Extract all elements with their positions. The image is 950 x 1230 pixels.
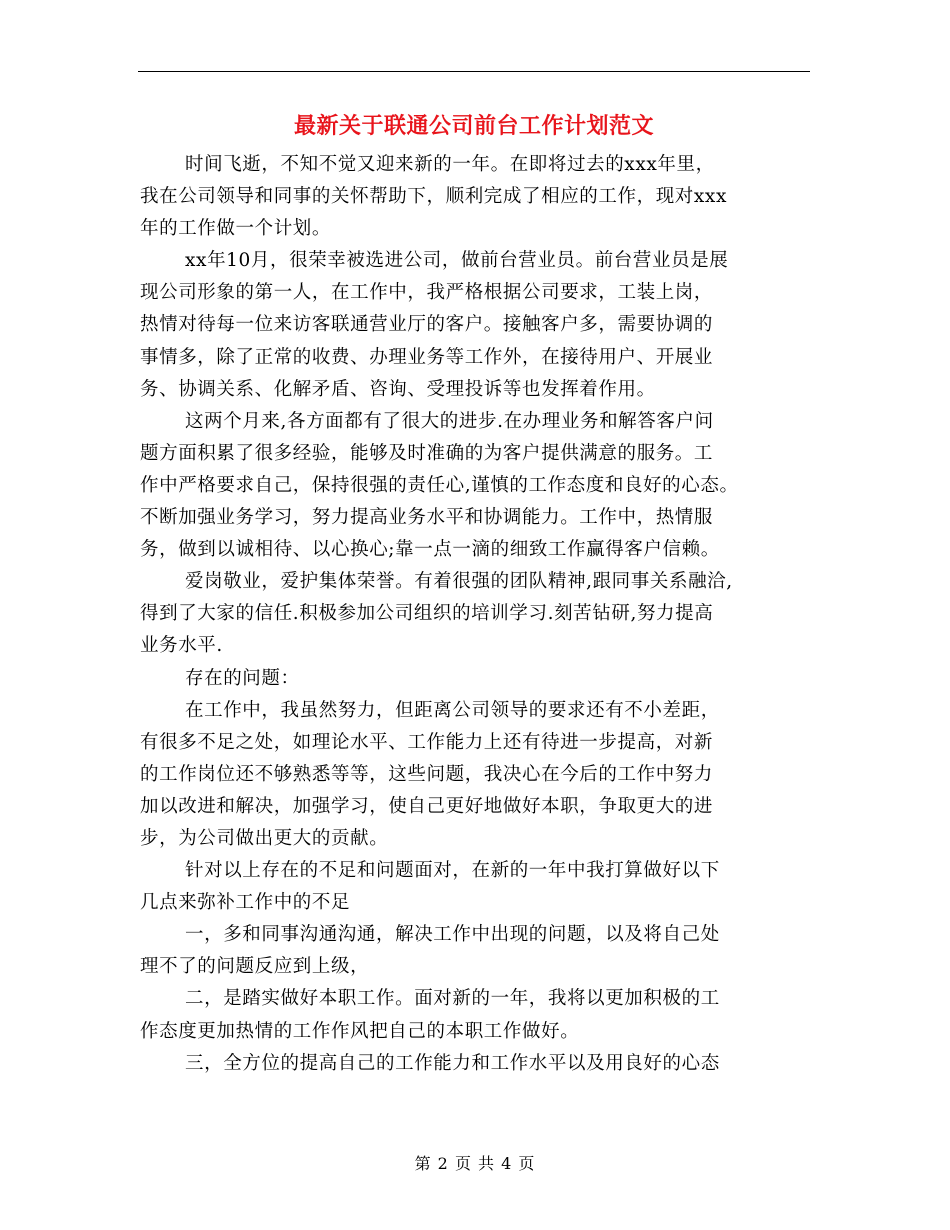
list-item-line: 三，全方位的提高自己的工作能力和工作水平以及用良好的心态 xyxy=(185,1052,720,1074)
paragraph-line: 这两个月来,各方面都有了很大的进步.在办理业务和解答客户问 xyxy=(185,410,714,432)
paragraph-line: 事情多，除了正常的收费、办理业务等工作外，在接待用户、开展业 xyxy=(140,346,714,368)
paragraph-line: 热情对待每一位来访客联通营业厅的客户。接触客户多，需要协调的 xyxy=(140,314,714,336)
paragraph-line: 加以改进和解决，加强学习，使自己更好地做好本职，争取更大的进 xyxy=(140,795,714,817)
paragraph-line: 题方面积累了很多经验，能够及时准确的为客户提供满意的服务。工 xyxy=(140,442,714,464)
list-item-line: 一，多和同事沟通沟通，解决工作中出现的问题，以及将自己处 xyxy=(185,924,720,946)
section-heading: 存在的问题： xyxy=(185,667,300,689)
paragraph-line: 针对以上存在的不足和问题面对，在新的一年中我打算做好以下 xyxy=(185,860,720,882)
paragraph-line: 步，为公司做出更大的贡献。 xyxy=(140,827,389,849)
document-title: 最新关于联通公司前台工作计划范文 xyxy=(293,113,654,139)
paragraph-line: 得到了大家的信任.积极参加公司组织的培训学习.刻苦钻研,努力提高 xyxy=(140,603,714,625)
paragraph-line: 在工作中，我虽然努力，但距离公司领导的要求还有不小差距， xyxy=(185,699,720,721)
paragraph-line: 有很多不足之处，如理论水平、工作能力上还有待进一步提高，对新 xyxy=(140,731,714,753)
list-item-line: 作态度更加热情的工作作风把自己的本职工作做好。 xyxy=(140,1020,580,1042)
paragraph-line: 现公司形象的第一人，在工作中，我严格根据公司要求，工装上岗， xyxy=(140,282,714,304)
paragraph-line: 不断加强业务学习，努力提高业务水平和协调能力。工作中，热情服 xyxy=(140,507,714,529)
paragraph-line: 几点来弥补工作中的不足 xyxy=(140,892,351,914)
paragraph-line: 时间飞逝，不知不觉又迎来新的一年。在即将过去的xxx年里， xyxy=(185,154,715,175)
paragraph-line: 务、协调关系、化解矛盾、咨询、受理投诉等也发挥着作用。 xyxy=(140,378,656,400)
page-number-footer: 第 2 页 共 4 页 xyxy=(414,1154,536,1173)
paragraph-line: xx年10月，很荣幸被选进公司，做前台营业员。前台营业员是展 xyxy=(185,250,729,272)
paragraph-line: 作中严格要求自己，保持很强的责任心,谨慎的工作态度和良好的心态。 xyxy=(140,474,739,496)
list-item-line: 二，是踏实做好本职工作。面对新的一年，我将以更加积极的工 xyxy=(185,988,720,1010)
paragraph-line: 爱岗敬业，爱护集体荣誉。有着很强的团队精神,跟同事关系融洽, xyxy=(185,571,733,593)
paragraph-line: 务，做到以诚相待、以心换心;靠一点一滴的细致工作赢得客户信赖。 xyxy=(140,539,720,561)
paragraph-line: 业务水平. xyxy=(140,635,223,657)
paragraph-line: 我在公司领导和同事的关怀帮助下，顺利完成了相应的工作，现对xxx xyxy=(140,186,728,208)
paragraph-line: 的工作岗位还不够熟悉等等，这些问题，我决心在今后的工作中努力 xyxy=(140,763,714,785)
list-item-line: 理不了的问题反应到上级， xyxy=(140,956,370,978)
paragraph-line: 年的工作做一个计划。 xyxy=(140,218,332,240)
document-body xyxy=(140,149,812,1080)
header-rule xyxy=(138,71,810,72)
